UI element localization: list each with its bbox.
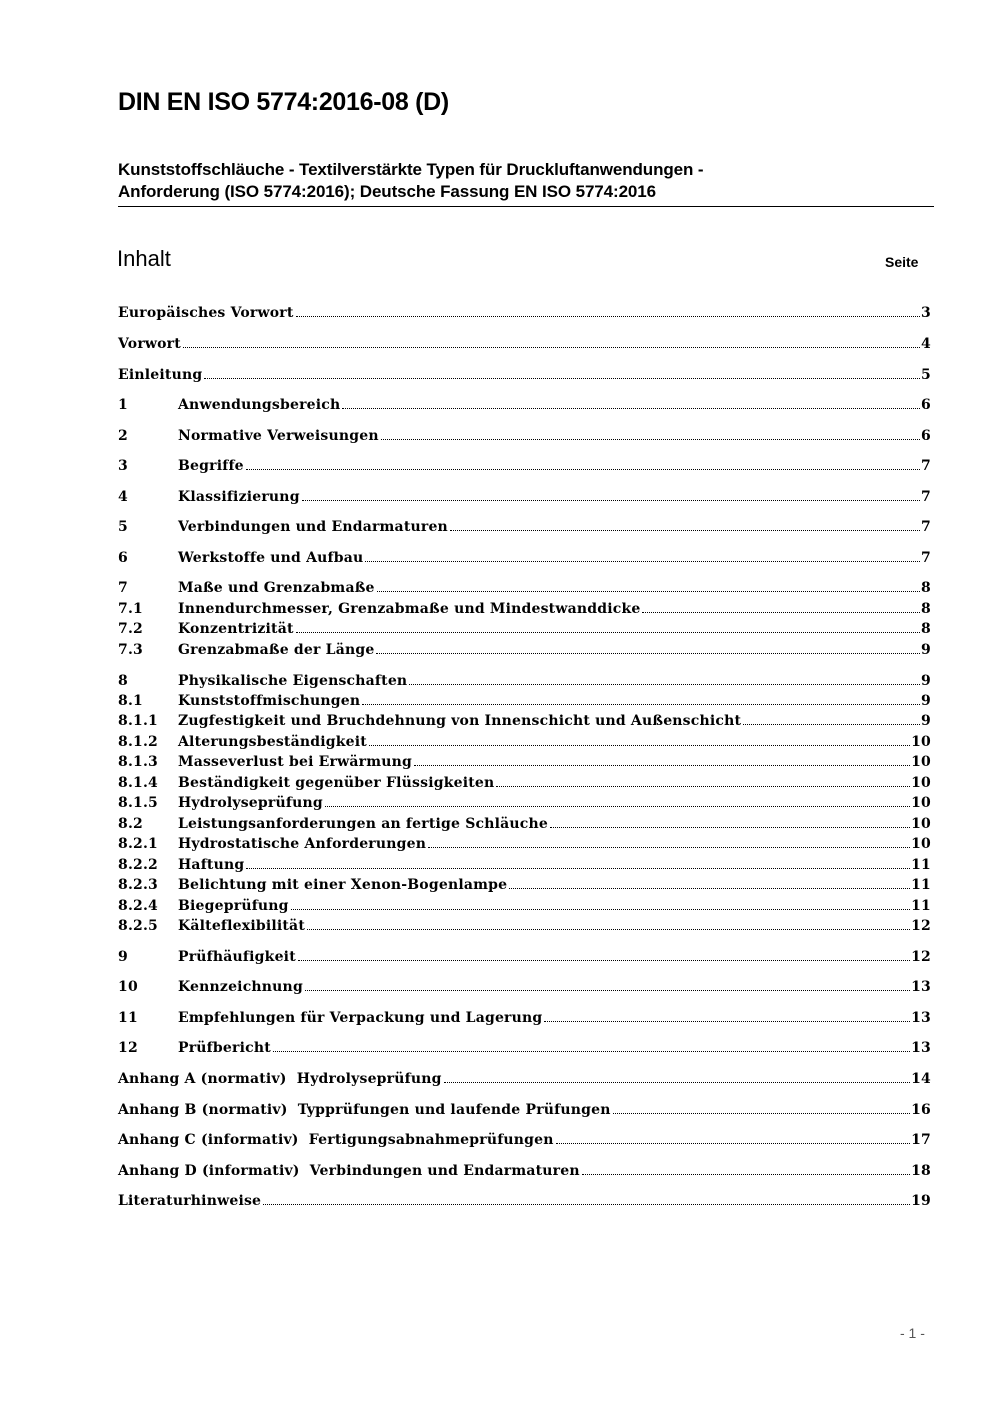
- toc-entry-number: 8.2.2: [118, 857, 158, 873]
- toc-entry[interactable]: [118, 1006, 931, 1026]
- title-divider: [118, 206, 934, 207]
- toc-entry-page: 8: [921, 621, 931, 637]
- toc-entry[interactable]: [118, 975, 931, 995]
- toc-entry-title: Anhang B (normativ) Typprüfungen und laufende Prüfungen: [118, 1102, 611, 1118]
- toc-entry-title: Prüfbericht: [178, 1040, 271, 1056]
- toc-entry-title: Vorwort: [118, 336, 181, 352]
- toc-entry-page: 13: [911, 1010, 931, 1026]
- toc-dot-leader: [302, 500, 920, 501]
- toc-dot-leader: [381, 439, 920, 440]
- toc-entry-number: 5: [118, 519, 128, 535]
- toc-entry-number: 7.3: [118, 642, 143, 658]
- toc-dot-leader: [613, 1113, 910, 1114]
- toc-entry-title: Haftung: [178, 857, 245, 873]
- toc-entry-title: Kunststoffmischungen: [178, 693, 361, 709]
- toc-dot-leader: [496, 786, 910, 787]
- toc-entry[interactable]: [118, 689, 931, 709]
- toc-entry-page: 10: [911, 816, 931, 832]
- toc-entry-page: 7: [921, 519, 931, 535]
- toc-entry-page: 10: [911, 795, 931, 811]
- toc-entry[interactable]: [118, 424, 931, 444]
- toc-dot-leader: [550, 827, 910, 828]
- toc-entry-number: 8.2: [118, 816, 143, 832]
- toc-entry-title: Biegeprüfung: [178, 898, 289, 914]
- toc-entry-number: 8.1.5: [118, 795, 158, 811]
- toc-entry-page: 11: [911, 857, 931, 873]
- toc-dot-leader: [362, 704, 920, 705]
- toc-entry-title: Klassifizierung: [178, 489, 300, 505]
- page-number: - 1 -: [900, 1325, 925, 1341]
- toc-dot-leader: [305, 990, 910, 991]
- toc-entry-page: 19: [911, 1193, 931, 1209]
- toc-entry-page: 12: [911, 918, 931, 934]
- toc-entry-title: Werkstoffe und Aufbau: [178, 550, 364, 566]
- toc-dot-leader: [414, 765, 910, 766]
- toc-entry[interactable]: [118, 332, 931, 352]
- toc-entry-title: Empfehlungen für Verpackung und Lagerung: [178, 1010, 543, 1026]
- document-title: [118, 159, 933, 203]
- toc-entry-page: 14: [911, 1071, 931, 1087]
- toc-entry-title: Physikalische Eigenschaften: [178, 673, 408, 689]
- toc-entry[interactable]: [118, 812, 931, 832]
- toc-entry-title: Normative Verweisungen: [178, 428, 379, 444]
- toc-entry-number: 2: [118, 428, 128, 444]
- toc-entry-number: 10: [118, 979, 138, 995]
- toc-entry[interactable]: [118, 454, 931, 474]
- toc-entry-page: 4: [921, 336, 931, 352]
- toc-dot-leader: [263, 1204, 910, 1205]
- toc-entry-page: 9: [921, 673, 931, 689]
- toc-entry[interactable]: [118, 709, 931, 729]
- toc-entry-number: 7.2: [118, 621, 143, 637]
- toc-dot-leader: [291, 909, 910, 910]
- toc-entry-number: 12: [118, 1040, 138, 1056]
- toc-dot-leader: [296, 316, 921, 317]
- toc-dot-leader: [450, 530, 920, 531]
- toc-entry-page: 3: [921, 305, 931, 321]
- toc-entry[interactable]: [118, 515, 931, 535]
- toc-entry[interactable]: [118, 730, 931, 750]
- toc-dot-leader: [369, 745, 910, 746]
- toc-entry-page: 17: [911, 1132, 931, 1148]
- toc-entry[interactable]: [118, 363, 931, 383]
- toc-entry-number: 3: [118, 458, 128, 474]
- toc-entry[interactable]: [118, 853, 931, 873]
- toc-entry-page: 6: [921, 397, 931, 413]
- toc-entry-number: 1: [118, 397, 128, 413]
- toc-entry-number: 8.1.4: [118, 775, 158, 791]
- toc-entry-page: 7: [921, 550, 931, 566]
- toc-entry[interactable]: [118, 669, 931, 689]
- toc-entry[interactable]: [118, 791, 931, 811]
- toc-entry[interactable]: [118, 1128, 931, 1148]
- toc-dot-leader: [743, 724, 920, 725]
- toc-entry[interactable]: [118, 1098, 931, 1118]
- toc-dot-leader: [444, 1082, 911, 1083]
- document-code: DIN EN ISO 5774:2016-08 (D): [118, 88, 449, 116]
- toc-entry-number: 11: [118, 1010, 138, 1026]
- toc-entry[interactable]: [118, 1189, 931, 1209]
- toc-entry-page: 18: [911, 1163, 931, 1179]
- toc-entry[interactable]: [118, 1036, 931, 1056]
- toc-entry-title: Verbindungen und Endarmaturen: [178, 519, 448, 535]
- toc-dot-leader: [342, 408, 920, 409]
- toc-dot-leader: [428, 847, 910, 848]
- toc-page-column-label: Seite: [885, 254, 919, 270]
- toc-entry-page: 10: [911, 754, 931, 770]
- toc-entry[interactable]: [118, 945, 931, 965]
- toc-entry-page: 13: [911, 1040, 931, 1056]
- toc-entry-title: Maße und Grenzabmaße: [178, 580, 375, 596]
- toc-entry-number: 8.2.3: [118, 877, 158, 893]
- toc-entry-number: 8.1.1: [118, 713, 158, 729]
- toc-entry-number: 8.1: [118, 693, 143, 709]
- toc-entry-number: 8.1.3: [118, 754, 158, 770]
- toc-entry-page: 12: [911, 949, 931, 965]
- toc-entry-number: 8.2.4: [118, 898, 158, 914]
- toc-dot-leader: [509, 888, 910, 889]
- toc-dot-leader: [409, 684, 920, 685]
- toc-dot-leader: [544, 1021, 910, 1022]
- toc-entry-title: Leistungsanforderungen an fertige Schläuche: [178, 816, 548, 832]
- toc-dot-leader: [377, 591, 920, 592]
- toc-entry-title: Kälteflexibilität: [178, 918, 305, 934]
- toc-entry-number: 4: [118, 489, 128, 505]
- toc-heading: Inhalt: [117, 246, 171, 271]
- toc-entry-page: 8: [921, 601, 931, 617]
- toc-entry-title: Begriffe: [178, 458, 244, 474]
- toc-entry-title: Hydrostatische Anforderungen: [178, 836, 427, 852]
- toc-dot-leader: [246, 868, 910, 869]
- toc-entry-title: Hydrolyseprüfung: [178, 795, 323, 811]
- toc-entry-title: Konzentrizität: [178, 621, 294, 637]
- toc-entry[interactable]: [118, 914, 931, 934]
- toc-entry-page: 11: [911, 877, 931, 893]
- toc-entry[interactable]: [118, 750, 931, 770]
- toc-entry-title: Beständigkeit gegenüber Flüssigkeiten: [178, 775, 495, 791]
- toc-dot-leader: [642, 612, 920, 613]
- toc-entry-number: 9: [118, 949, 128, 965]
- toc-entry-title: Zugfestigkeit und Bruchdehnung von Innenschicht und Außenschicht: [178, 713, 742, 729]
- toc-entry-title: Anhang D (informativ) Verbindungen und Endarmaturen: [118, 1163, 580, 1179]
- toc-entry-title: Belichtung mit einer Xenon-Bogenlampe: [178, 877, 508, 893]
- toc-entry[interactable]: [118, 1067, 931, 1087]
- toc-entry[interactable]: [118, 894, 931, 914]
- toc-entry[interactable]: [118, 617, 931, 637]
- toc-entry-page: 11: [911, 898, 931, 914]
- toc-entry-number: 8.2.5: [118, 918, 158, 934]
- toc-entry[interactable]: [118, 301, 931, 321]
- toc-dot-leader: [246, 469, 920, 470]
- toc-entry-title: Innendurchmesser, Grenzabmaße und Mindestwanddicke: [178, 601, 641, 617]
- toc-entry-page: 8: [921, 580, 931, 596]
- toc-dot-leader: [365, 561, 920, 562]
- toc-dot-leader: [376, 653, 920, 654]
- toc-entry-page: 6: [921, 428, 931, 444]
- toc-dot-leader: [296, 632, 920, 633]
- toc-entry-number: 8.2.1: [118, 836, 158, 852]
- toc-entry-number: 7: [118, 580, 128, 596]
- toc-entry[interactable]: [118, 597, 931, 617]
- toc-entry-number: 6: [118, 550, 128, 566]
- toc-entry-page: 7: [921, 458, 931, 474]
- toc-entry-page: 5: [921, 367, 931, 383]
- toc-entry-number: 8.1.2: [118, 734, 158, 750]
- toc-entry[interactable]: [118, 576, 931, 596]
- toc-entry-title: Anhang C (informativ) Fertigungsabnahmeprüfungen: [118, 1132, 554, 1148]
- toc-entry[interactable]: [118, 771, 931, 791]
- toc-entry[interactable]: [118, 393, 931, 413]
- toc-dot-leader: [307, 929, 910, 930]
- toc-entry-title: Prüfhäufigkeit: [178, 949, 296, 965]
- toc-entry-number: 7.1: [118, 601, 143, 617]
- toc-entry-page: 9: [921, 693, 931, 709]
- toc-entry-page: 10: [911, 734, 931, 750]
- toc-entry[interactable]: [118, 832, 931, 852]
- toc-dot-leader: [298, 960, 910, 961]
- toc-dot-leader: [204, 378, 920, 379]
- toc-entry-page: 9: [921, 642, 931, 658]
- toc-entry-title: Kennzeichnung: [178, 979, 303, 995]
- toc-dot-leader: [556, 1143, 910, 1144]
- toc-entry-number: 8: [118, 673, 128, 689]
- toc-entry-title: Europäisches Vorwort: [118, 305, 294, 321]
- toc-dot-leader: [582, 1174, 910, 1175]
- toc-entry-page: 10: [911, 836, 931, 852]
- toc-dot-leader: [273, 1051, 910, 1052]
- toc-entry-title: Einleitung: [118, 367, 203, 383]
- toc-entry-title: Masseverlust bei Erwärmung: [178, 754, 412, 770]
- toc-entry-title: Literaturhinweise: [118, 1193, 262, 1209]
- toc-entry[interactable]: [118, 546, 931, 566]
- toc-entry-page: 10: [911, 775, 931, 791]
- toc-entry[interactable]: [118, 873, 931, 893]
- toc-entry-page: 7: [921, 489, 931, 505]
- toc-entry-page: 13: [911, 979, 931, 995]
- toc-entry-page: 9: [921, 713, 931, 729]
- toc-entry[interactable]: [118, 1159, 931, 1179]
- toc-entry[interactable]: [118, 638, 931, 658]
- document-title-line-1: Kunststoffschläuche - Textilverstärkte Typen für Druckluftanwendungen -: [118, 160, 704, 179]
- toc-entry-page: 16: [911, 1102, 931, 1118]
- toc-entry-title: Anwendungsbereich: [178, 397, 341, 413]
- toc-entry-title: Anhang A (normativ) Hydrolyseprüfung: [118, 1071, 442, 1087]
- document-title-line-2: Anforderung (ISO 5774:2016); Deutsche Fassung EN ISO 5774:2016: [118, 182, 656, 201]
- toc-entry-title: Alterungsbeständigkeit: [178, 734, 367, 750]
- toc-entry-title: Grenzabmaße der Länge: [178, 642, 375, 658]
- toc-dot-leader: [325, 806, 910, 807]
- toc-dot-leader: [183, 347, 920, 348]
- toc-entry[interactable]: [118, 485, 931, 505]
